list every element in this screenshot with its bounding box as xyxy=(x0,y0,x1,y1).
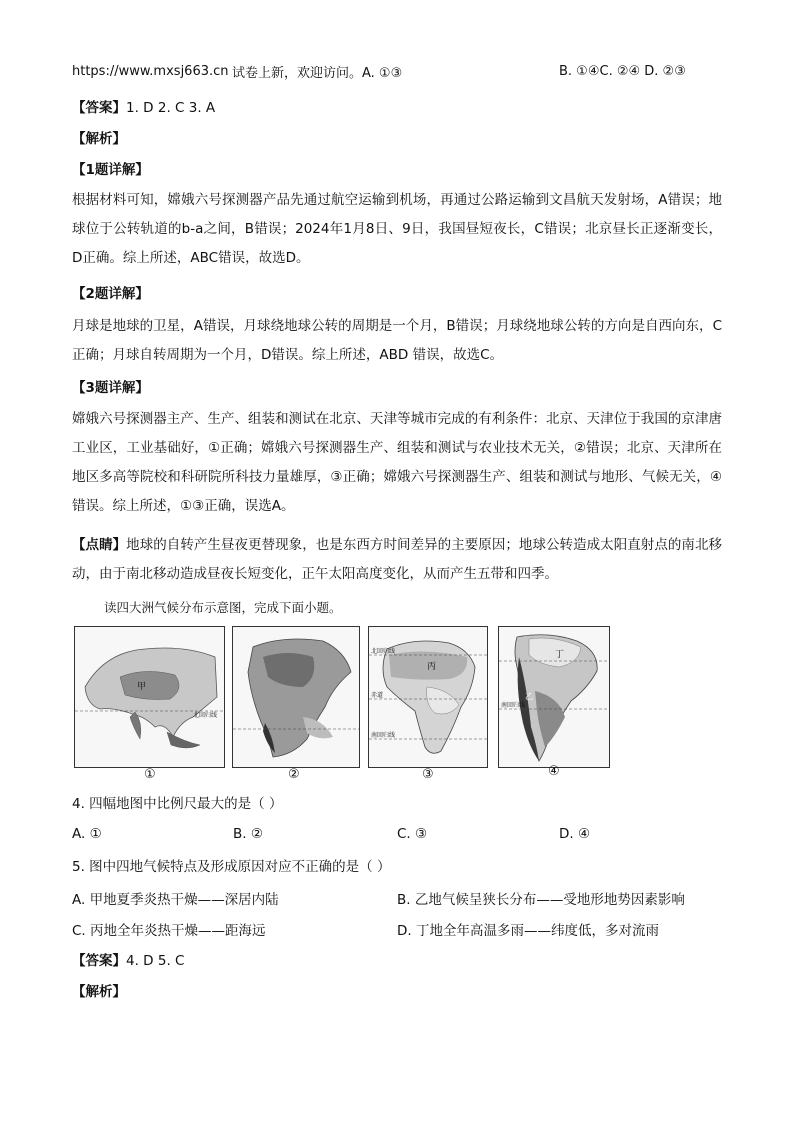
answer-text: 1. D 2. C 3. A xyxy=(126,100,216,116)
site-banner-text: 试卷上新，欢迎访问。A. ①③ xyxy=(232,66,403,81)
q5-option-a: A. 甲地夏季炎热干燥——深居内陆 xyxy=(72,892,279,908)
q2-heading: 【2题详解】 xyxy=(72,286,149,302)
q4-stem: 4. 四幅地图中比例尺最大的是（ ） xyxy=(72,796,283,812)
previous-question-options: B. ①④C. ②④ D. ②③ xyxy=(559,64,686,79)
q5-option-d: D. 丁地全年高温多雨——纬度低，多对流雨 xyxy=(397,923,659,939)
tip-label: 【点睛】 xyxy=(72,537,127,553)
equator-label-3: 赤道 xyxy=(371,692,384,699)
tip-paragraph xyxy=(72,531,722,589)
q4-option-d: D. ④ xyxy=(559,826,591,842)
answer-text-2: 4. D 5. C xyxy=(126,953,185,969)
maps-caption: 读四大洲气候分布示意图，完成下面小题。 xyxy=(104,600,342,615)
q5-option-b: B. 乙地气候呈狭长分布——受地形地势因素影响 xyxy=(397,892,685,908)
map-north-america xyxy=(232,626,360,768)
answer-block-1 xyxy=(72,98,215,118)
answer-block-2 xyxy=(72,951,184,971)
south-tropic-label-3: 南回归线 xyxy=(371,732,396,739)
q4-option-b: B. ② xyxy=(233,826,263,842)
region-label-ding: 丁 xyxy=(555,650,565,660)
region-label-yi: 乙 xyxy=(525,692,533,701)
q2-explanation: 月球是地球的卫星，A错误，月球绕地球公转的周期是一个月，B错误；月球绕地球公转的方向是自西向东，C正确；月球自转周期为一个月，D错误。综上所述，ABD 错误，故选C。 xyxy=(72,318,722,363)
site-url: https://www.mxsj663.cn xyxy=(72,64,229,79)
four-continent-maps xyxy=(72,626,612,786)
north-tropic-label-1: 北回归线 xyxy=(193,712,218,719)
q4-option-c: C. ③ xyxy=(397,826,428,842)
map-number-2: ② xyxy=(288,767,300,782)
analysis-heading-2: 【解析】 xyxy=(72,984,126,1000)
region-label-jia: 甲 xyxy=(137,682,147,692)
answer-label-2: 【答案】 xyxy=(72,953,126,969)
analysis-heading: 【解析】 xyxy=(72,131,126,147)
q3-explanation: 嫦娥六号探测器主产、生产、组装和测试在北京、天津等城市完成的有利条件：北京、天津位于我国的京津唐工业区，工业基础好，①正确；嫦娥六号探测器生产、组装和测试与农业技术无关，②错误；北京、天津所在地区多高等院校和科研院所科技力量雄厚，③正确；嫦娥六号探测器生产、组装和测试与地形、气候无关，④错误。综上所述，①③正确，误选A。 xyxy=(72,411,722,514)
map-africa xyxy=(368,626,488,768)
map-number-4: ④ xyxy=(548,764,560,779)
q4-option-a: A. ① xyxy=(72,826,102,842)
north-tropic-label-3: 北回归线 xyxy=(371,648,396,655)
map-number-3: ③ xyxy=(422,767,434,782)
q5-option-c: C. 丙地全年炎热干燥——距海远 xyxy=(72,923,266,939)
answer-label: 【答案】 xyxy=(72,100,126,116)
tip-text: 地球的自转产生昼夜更替现象，也是东西方时间差异的主要原因；地球公转造成太阳直射点的南北移动，由于南北移动造成昼夜长短变化，正午太阳高度变化，从而产生五带和四季。 xyxy=(72,537,723,582)
map-number-1: ① xyxy=(144,767,156,782)
q3-heading: 【3题详解】 xyxy=(72,380,149,396)
q1-explanation: 根据材料可知，嫦娥六号探测器产品先通过航空运输到机场，再通过公路运输到文昌航天发射场，A错误；地球位于公转轨道的b-a之间，B错误；2024年1月8日、9日，我国昼短夜长，C错误；北京昼长正逐渐变长，D正确。综上所述，ABC错误，故选D。 xyxy=(72,192,722,266)
region-label-bing: 丙 xyxy=(427,662,437,672)
q5-stem: 5. 图中四地气候特点及形成原因对应不正确的是（ ） xyxy=(72,859,391,875)
map-asia xyxy=(74,626,225,768)
q1-heading: 【1题详解】 xyxy=(72,162,149,178)
south-tropic-label-4: 南回归线 xyxy=(501,702,526,709)
map-south-america xyxy=(498,626,610,768)
